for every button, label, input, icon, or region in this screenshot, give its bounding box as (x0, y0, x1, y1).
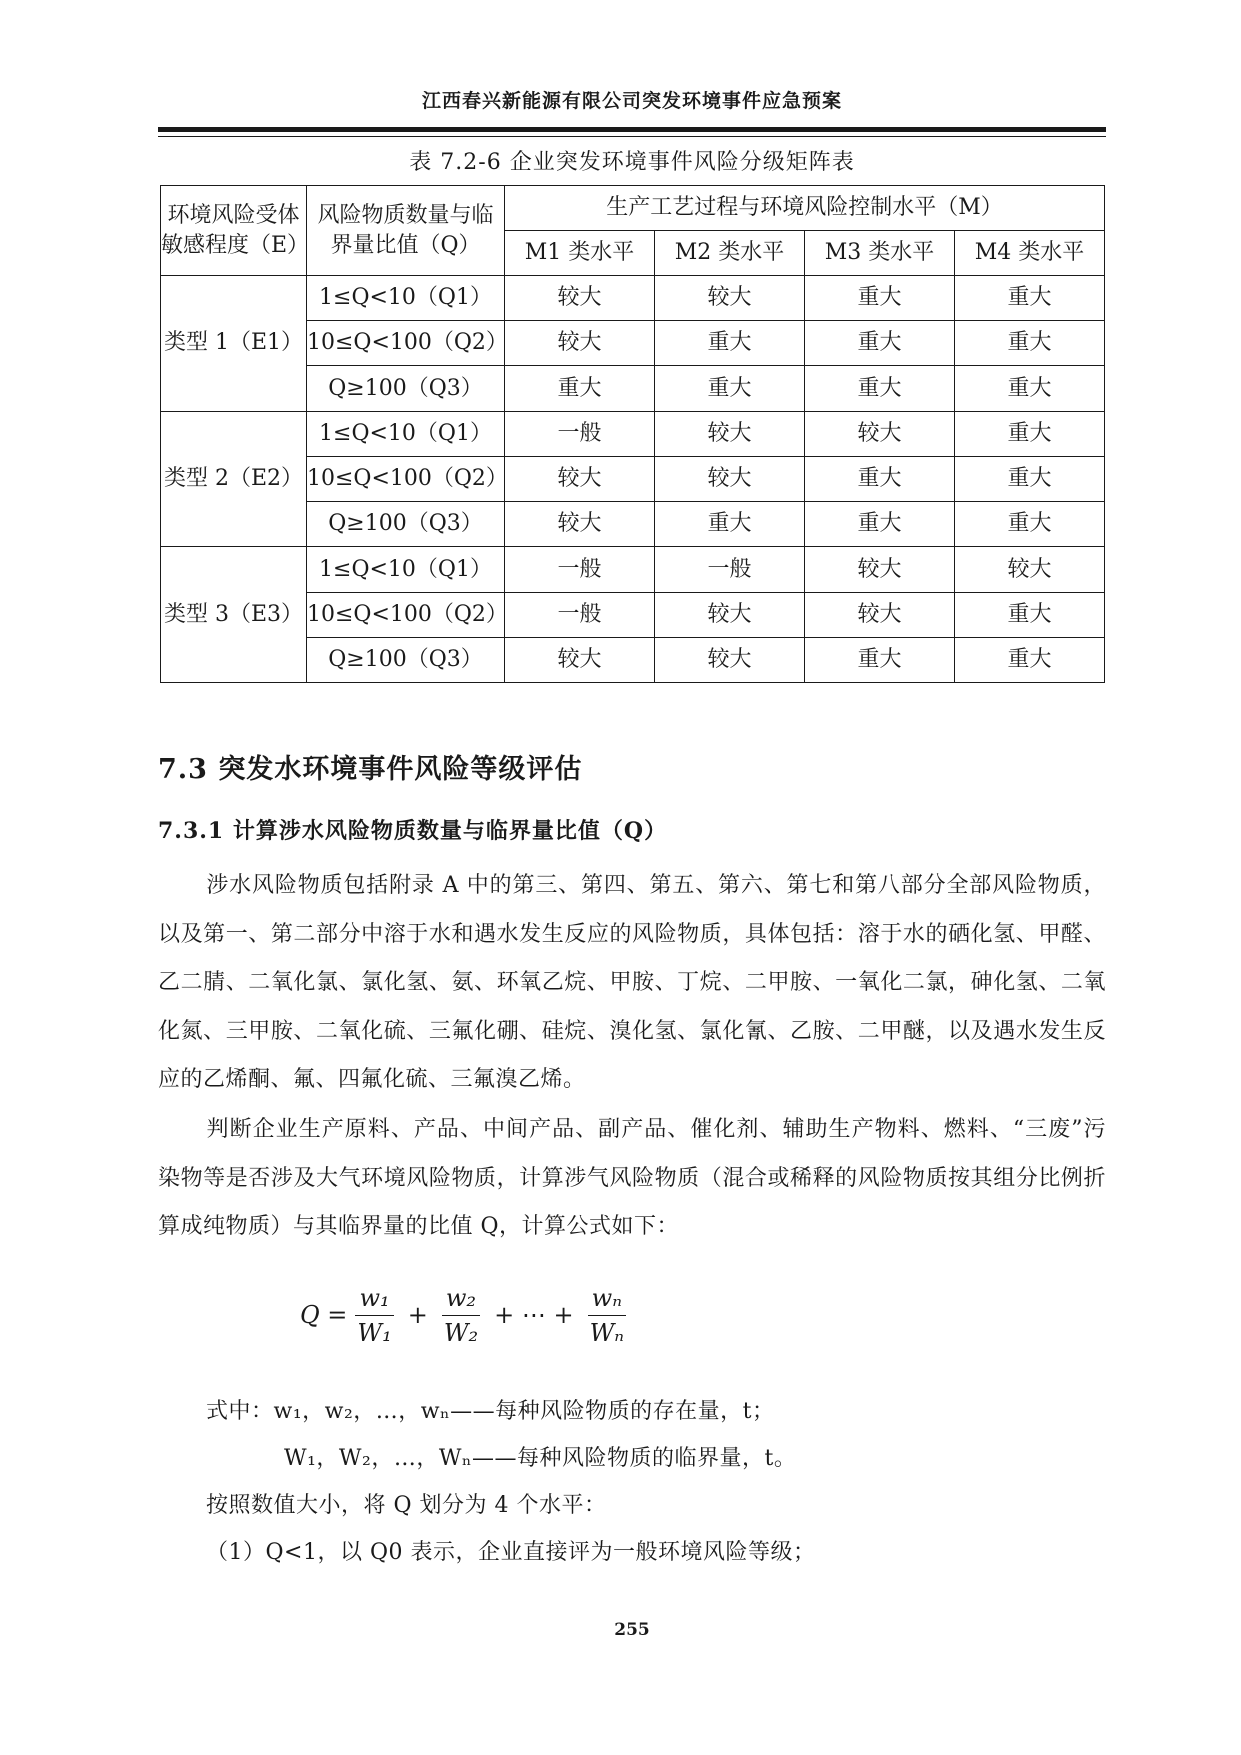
table-row (161, 411, 1105, 456)
levels-intro: 按照数值大小，将 Q 划分为 4 个水平： (206, 1493, 607, 1518)
header-e: 环境风险受体敏感程度（E） (161, 186, 307, 276)
level-cell: 重大 (955, 456, 1105, 501)
risk-matrix-table (160, 185, 1105, 683)
level-cell: 较大 (505, 456, 655, 501)
level-cell: 较大 (655, 276, 805, 321)
formula-where-line-2: W₁，W₂，…，Wₙ——每种风险物质的临界量，t。 (284, 1446, 797, 1471)
level-cell: 重大 (955, 502, 1105, 547)
level-cell: 较大 (655, 637, 805, 682)
paragraph-water-risk-substances (158, 862, 1106, 1105)
header-m2: M2 类水平 (655, 231, 805, 276)
level-cell: 较大 (505, 321, 655, 366)
level-cell: 重大 (955, 411, 1105, 456)
group-label: 类型 2（E2） (161, 411, 307, 547)
level-cell: 一般 (505, 592, 655, 637)
level-cell: 较大 (805, 411, 955, 456)
header-rule-thick (158, 127, 1106, 132)
section-heading: 7.3 突发水环境事件风险等级评估 (158, 754, 583, 785)
paragraph-text: 涉水风险物质包括附录 A 中的第三、第四、第五、第六、第七和第八部分全部风险物质，以及第一、第二部分中溶于水和遇水发生反应的风险物质，具体包括：溶于水的硒化氢、甲醛、乙二腈、二氧化氯、氯化氢、氨、环氧乙烷、甲胺、丁烷、二甲胺、一氧化二氯，砷化氢、二氧化氮、三甲胺、二氧化硫、三氟化硼、硅烷、溴化氢、氯化氰、乙胺、二甲醚，以及遇水发生反应的乙烯酮、氟、四氟化硫、三氟溴乙烯。 (158, 873, 1106, 1092)
document-header: 江西春兴新能源有限公司突发环境事件应急预案 (421, 90, 842, 112)
level-cell: 重大 (655, 502, 805, 547)
level-cell: 较大 (805, 592, 955, 637)
formula-term-n (586, 1283, 628, 1348)
level-cell: 重大 (655, 321, 805, 366)
level-cell: 较大 (505, 637, 655, 682)
q-cell: 1≤Q<10（Q1） (307, 547, 505, 592)
table-row (161, 276, 1105, 321)
level-cell: 一般 (505, 411, 655, 456)
level-cell: 重大 (805, 502, 955, 547)
formula-numerator: w₂ (442, 1283, 480, 1316)
formula-term-1 (353, 1283, 395, 1348)
formula-denominator: W₁ (357, 1318, 392, 1347)
formula-ellipsis: + ⋯ + (494, 1301, 574, 1329)
paragraph-q-calculation (158, 1106, 1106, 1252)
q-cell: 10≤Q<100（Q2） (307, 321, 505, 366)
level-cell: 重大 (805, 456, 955, 501)
q-formula (300, 1277, 634, 1353)
level-cell: 重大 (955, 592, 1105, 637)
header-rule-thin (158, 136, 1106, 137)
formula-where-line-1: 式中：w₁，w₂，…，wₙ——每种风险物质的存在量，t； (206, 1399, 775, 1424)
level-cell: 较大 (505, 276, 655, 321)
q-cell: 1≤Q<10（Q1） (307, 411, 505, 456)
formula-numerator: w₁ (355, 1283, 393, 1316)
subsection-heading: 7.3.1 计算涉水风险物质数量与临界量比值（Q） (158, 818, 668, 844)
level-cell: 较大 (655, 411, 805, 456)
level-cell: 重大 (955, 366, 1105, 411)
header-m3: M3 类水平 (805, 231, 955, 276)
level-cell: 重大 (505, 366, 655, 411)
group-label: 类型 3（E3） (161, 547, 307, 683)
header-m1: M1 类水平 (505, 231, 655, 276)
q-cell: Q≥100（Q3） (307, 502, 505, 547)
level-cell: 重大 (955, 637, 1105, 682)
level-cell: 重大 (805, 366, 955, 411)
group-label: 类型 1（E1） (161, 276, 307, 412)
level-item-1: （1）Q<1，以 Q0 表示，企业直接评为一般环境风险等级； (206, 1540, 816, 1565)
q-cell: Q≥100（Q3） (307, 637, 505, 682)
level-cell: 重大 (655, 366, 805, 411)
level-cell: 重大 (805, 321, 955, 366)
level-cell: 重大 (805, 637, 955, 682)
level-cell: 较大 (955, 547, 1105, 592)
formula-plus: + (407, 1301, 428, 1329)
q-cell: Q≥100（Q3） (307, 366, 505, 411)
table-caption: 表 7.2-6 企业突发环境事件风险分级矩阵表 (409, 150, 855, 175)
q-cell: 1≤Q<10（Q1） (307, 276, 505, 321)
level-cell: 一般 (655, 547, 805, 592)
header-m4: M4 类水平 (955, 231, 1105, 276)
level-cell: 较大 (655, 592, 805, 637)
q-cell: 10≤Q<100（Q2） (307, 592, 505, 637)
level-cell: 重大 (955, 276, 1105, 321)
level-cell: 一般 (505, 547, 655, 592)
level-cell: 较大 (805, 547, 955, 592)
formula-denominator: Wₙ (589, 1318, 625, 1347)
formula-lhs: Q = (300, 1301, 348, 1329)
paragraph-text: 判断企业生产原料、产品、中间产品、副产品、催化剂、辅助生产物料、燃料、“三废”污染物等是否涉及大气环境风险物质，计算涉气风险物质（混合或稀释的风险物质按其组分比例折算成纯物质）与其临界量的比值 Q，计算公式如下： (158, 1117, 1106, 1239)
level-cell: 较大 (655, 456, 805, 501)
formula-term-2 (440, 1283, 482, 1348)
header-q: 风险物质数量与临界量比值（Q） (307, 186, 505, 276)
formula-numerator: wₙ (588, 1283, 626, 1316)
page-number: 255 (614, 1620, 650, 1640)
level-cell: 较大 (505, 502, 655, 547)
q-cell: 10≤Q<100（Q2） (307, 456, 505, 501)
level-cell: 重大 (805, 276, 955, 321)
formula-denominator: W₂ (443, 1318, 479, 1347)
level-cell: 重大 (955, 321, 1105, 366)
header-m-group: 生产工艺过程与环境风险控制水平（M） (505, 186, 1105, 231)
table-row (161, 547, 1105, 592)
